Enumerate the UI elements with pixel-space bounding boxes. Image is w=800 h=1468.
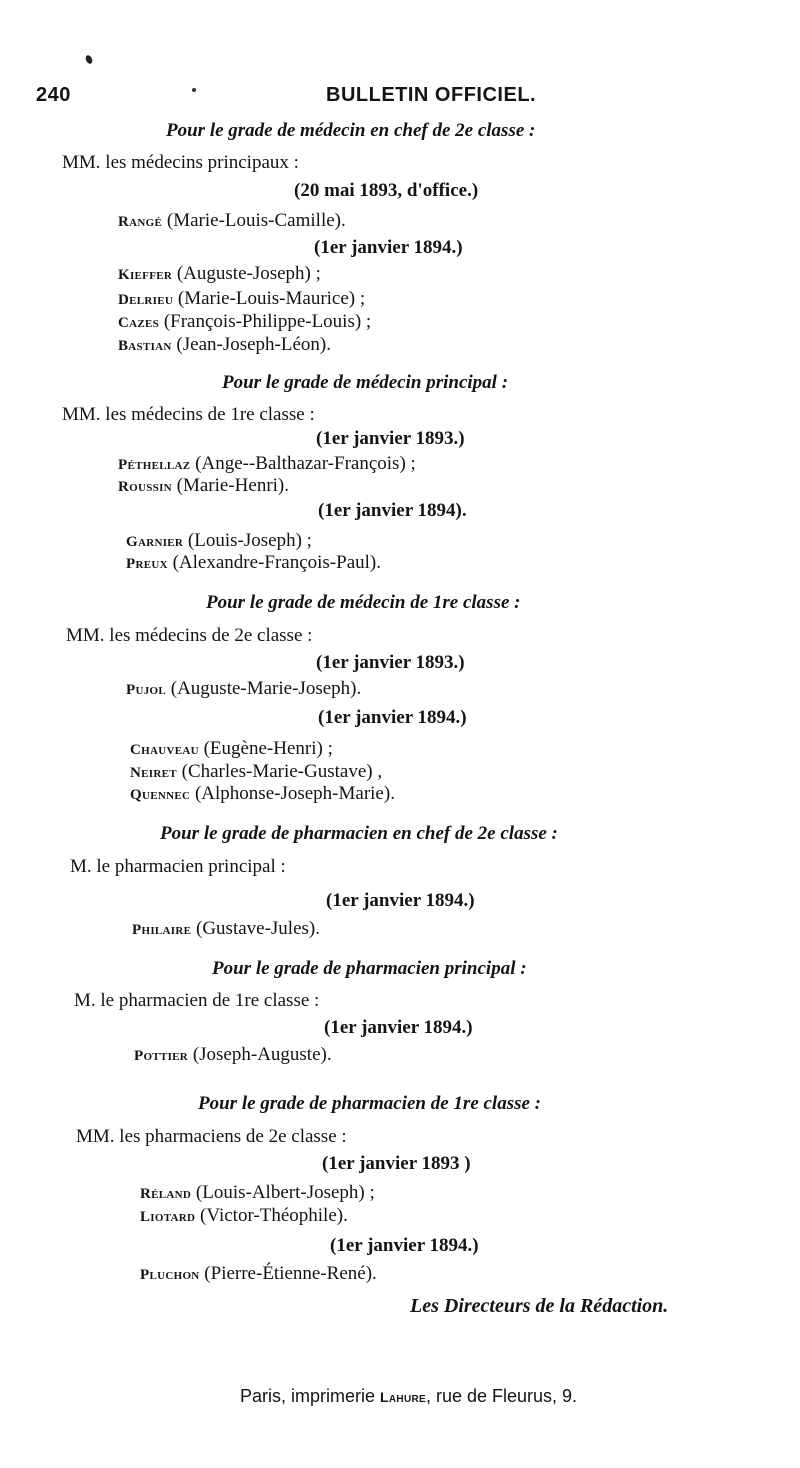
person-entry	[126, 530, 312, 552]
given-names: (François-Philippe-Louis) ;	[163, 311, 372, 332]
person-entry	[118, 263, 321, 285]
given-names: (Auguste-Joseph) ;	[176, 263, 321, 284]
surname: Kieffer	[118, 267, 173, 283]
person-entry	[118, 475, 289, 497]
signature-line: Les Directeurs de la Rédaction.	[410, 1295, 669, 1317]
date-line: (1er janvier 1894.)	[324, 1017, 473, 1038]
given-names: (Victor-Théophile).	[200, 1205, 348, 1226]
surname: Liotard	[140, 1209, 196, 1225]
section-heading-pharmacien-1re-classe: Pour le grade de pharmacien de 1re classe :	[198, 1093, 542, 1114]
surname: Pujol	[126, 682, 166, 698]
given-names: (Louis-Joseph) ;	[187, 530, 312, 551]
given-names: (Alphonse-Joseph-Marie).	[194, 783, 395, 804]
given-names: (Louis-Albert-Joseph) ;	[195, 1182, 375, 1203]
surname: Péthellaz	[118, 457, 191, 473]
date-line: (1er janvier 1893.)	[316, 428, 465, 449]
person-entry	[130, 761, 382, 783]
surname: Garnier	[126, 534, 184, 550]
surname: Rangé	[118, 214, 163, 230]
person-entry	[140, 1182, 375, 1204]
given-names: (Eugène-Henri) ;	[203, 738, 333, 759]
section-heading-medecin-principal: Pour le grade de médecin principal :	[222, 372, 509, 393]
given-names: (Charles-Marie-Gustave) ,	[181, 761, 383, 782]
surname: Chauveau	[130, 742, 199, 758]
section-heading-pharmacien-principal: Pour le grade de pharmacien principal :	[212, 958, 527, 979]
date-line: (20 mai 1893, d'office.)	[294, 180, 479, 201]
surname: Cazes	[118, 315, 160, 331]
date-line: (1er janvier 1893 )	[322, 1153, 471, 1174]
date-line: (1er janvier 1894.)	[318, 707, 467, 728]
date-line: (1er janvier 1893.)	[316, 652, 465, 673]
ink-mark	[84, 54, 93, 65]
section-intro: M. le pharmacien de 1re classe :	[74, 990, 320, 1011]
section-intro: MM. les médecins principaux :	[62, 152, 299, 173]
given-names: (Jean-Joseph-Léon).	[176, 334, 332, 355]
person-entry	[130, 738, 333, 760]
person-entry	[118, 334, 331, 356]
person-entry	[118, 210, 346, 232]
section-intro: M. le pharmacien principal :	[70, 856, 286, 877]
given-names: (Pierre-Étienne-René).	[204, 1263, 377, 1284]
person-entry	[130, 783, 395, 805]
surname: Quennec	[130, 787, 191, 803]
person-entry	[118, 311, 371, 333]
given-names: (Gustave-Jules).	[196, 918, 320, 939]
surname: Preux	[126, 556, 168, 572]
person-entry	[134, 1044, 332, 1066]
section-intro: MM. les pharmaciens de 2e classe :	[76, 1126, 347, 1147]
surname: Réland	[140, 1186, 192, 1202]
surname: Roussin	[118, 479, 172, 495]
section-heading-medecin-1re-classe: Pour le grade de médecin de 1re classe :	[206, 592, 521, 613]
person-entry	[126, 678, 361, 700]
surname: Pottier	[134, 1048, 189, 1064]
section-heading-medecin-chef: Pour le grade de médecin en chef de 2e classe :	[166, 120, 536, 141]
given-names: (Marie-Louis-Maurice) ;	[177, 288, 366, 309]
given-names: (Ange--Balthazar-François) ;	[195, 453, 416, 474]
imprint-after: , rue de Fleurus, 9.	[425, 1386, 578, 1406]
person-entry	[118, 288, 365, 310]
printer-imprint	[240, 1386, 577, 1407]
date-line: (1er janvier 1894).	[318, 500, 467, 521]
surname: Philaire	[132, 922, 192, 938]
date-line: (1er janvier 1894.)	[314, 237, 463, 258]
person-entry	[140, 1263, 377, 1285]
given-names: (Auguste-Marie-Joseph).	[170, 678, 362, 699]
date-line: (1er janvier 1894.)	[330, 1235, 479, 1256]
imprint-before: Paris, imprimerie	[240, 1386, 376, 1406]
surname: Delrieu	[118, 292, 174, 308]
section-heading-pharmacien-chef: Pour le grade de pharmacien en chef de 2e classe :	[160, 823, 558, 844]
page-number: 240	[36, 84, 71, 106]
given-names: (Alexandre-François-Paul).	[172, 552, 381, 573]
surname: Neiret	[130, 765, 177, 781]
person-entry	[126, 552, 381, 574]
section-intro: MM. les médecins de 2e classe :	[66, 625, 313, 646]
page-header-title: BULLETIN OFFICIEL.	[326, 84, 537, 106]
person-entry	[132, 918, 320, 940]
ink-dot	[192, 88, 196, 92]
person-entry	[118, 453, 416, 475]
given-names: (Marie-Henri).	[176, 475, 290, 496]
given-names: (Marie-Louis-Camille).	[166, 210, 346, 231]
date-line: (1er janvier 1894.)	[326, 890, 475, 911]
imprint-printer: Lahure	[380, 1389, 426, 1405]
surname: Pluchon	[140, 1267, 200, 1283]
section-intro: MM. les médecins de 1re classe :	[62, 404, 315, 425]
given-names: (Joseph-Auguste).	[192, 1044, 332, 1065]
surname: Bastian	[118, 338, 172, 354]
person-entry	[140, 1205, 348, 1227]
